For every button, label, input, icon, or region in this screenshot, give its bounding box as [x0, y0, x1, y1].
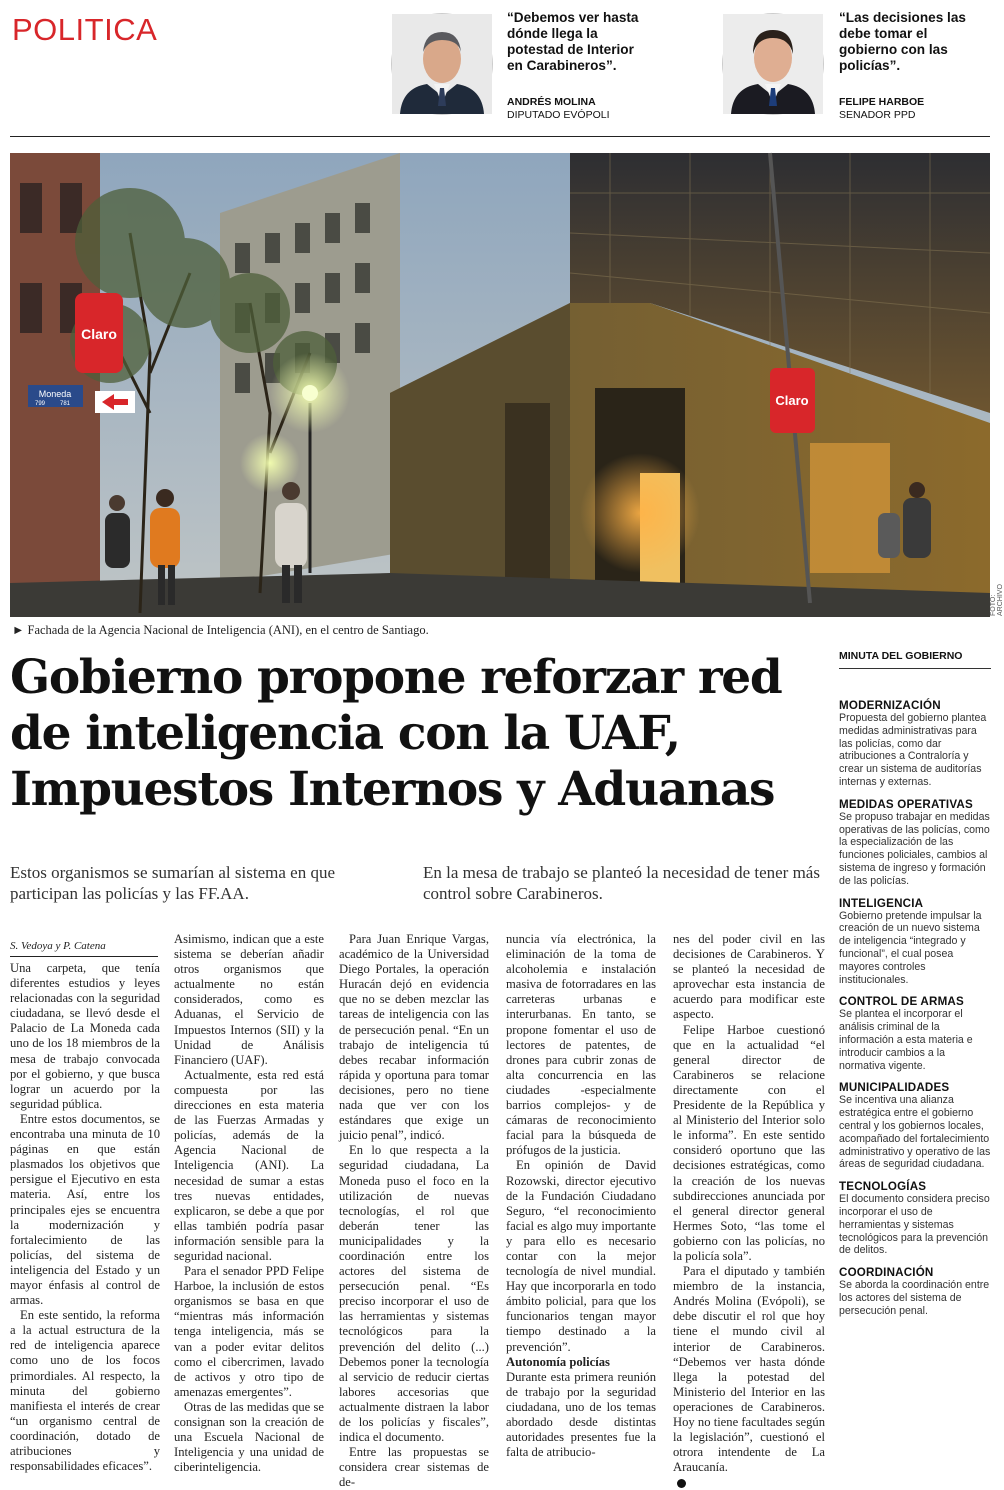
- paragraph: Entre estos documentos, se encontraba una minuta de 10 páginas en que están plasmados los objetivos que persigue el Ejecutivo en esta materia. Así, entre los principales ejes se encuentra la modernización y fortalecimiento de las policías, del sistema de inteligencia del Estado y un mayor énfasis al control de armas.: [10, 1111, 160, 1308]
- avatar-felipe-harboe: [722, 13, 824, 115]
- claro-sign: [75, 293, 123, 373]
- byline-rule: [10, 956, 158, 957]
- quote-name: FELIPE HARBOE: [839, 96, 925, 108]
- sidebar-text: Se plantea el incorporar el análisis criminal de la información a esta materia e introducir cambios a la normativa vigente.: [839, 1008, 973, 1072]
- sign-text: Claro: [81, 326, 117, 342]
- street-scene-image: [10, 153, 990, 617]
- sidebar-text: Propuesta del gobierno plantea medidas administrativas para las policías, como dar atribuciones a Contraloría y crear un sistema de auditorías internas y externas.: [839, 712, 987, 788]
- sidebar-section: [839, 699, 991, 789]
- paragraph: Entre las propuestas se considera crear sistemas de de-: [339, 1445, 489, 1490]
- sidebar-government-memo: [839, 650, 991, 1317]
- sidebar-text: Se incentiva una alianza estratégica entre el gobierno central y los gobiernos locales, acompañado del fortalecimiento administrativo y operativo de las áreas de seguridad ciudadana.: [839, 1094, 991, 1171]
- body-column-4: [506, 932, 656, 1460]
- sidebar-heading: TECNOLOGÍAS: [839, 1180, 927, 1194]
- sidebar-heading: COORDINACIÓN: [839, 1266, 934, 1280]
- sign-text: Claro: [775, 393, 809, 408]
- quote-role: DIPUTADO EVÓPOLI: [507, 109, 610, 121]
- quote-name: ANDRÉS MOLINA: [507, 96, 596, 108]
- paragraph: Para el senador PPD Felipe Harboe, la inclusión de estos organismos se basa en que “mientras más información tenga inteligencia, más se van a poder evitar delitos como el cibercrimen, lavado de activos y otro tipo de amenazas emergentes”.: [174, 1264, 324, 1399]
- sidebar-heading: CONTROL DE ARMAS: [839, 995, 964, 1009]
- sidebar-heading: MEDIDAS OPERATIVAS: [839, 797, 973, 811]
- street-name: Moneda: [38, 389, 72, 399]
- body-column-2: [174, 932, 324, 1475]
- byline: S. Vedoya y P. Catena: [10, 940, 106, 952]
- paragraph: nes del poder civil en las decisiones de Carabineros. Y se planteó la necesidad de aprovechar esta instancia de acuerdo para modificar este aspecto.: [673, 932, 825, 1022]
- paragraph: Actualmente, esta red está compuesta por las direcciones en esta materia de las Fuerzas Armadas y policías, además de la Agencia Nacional de Inteligencia (ANI). La necesidad de sumar a estas tres nuevas entidades, explicaron, se debe a que por ellas también podría pasar información sensible para la seguridad nacional.: [174, 1067, 324, 1263]
- body-column-1: [10, 961, 160, 1474]
- paragraph: Asimismo, indican que a este sistema se deberían añadir otros organismos que actualmente no están considerados, como es Aduanas, el Servicio de Impuestos Internos (SII) y la Unidad de Análisis Financiero (UAF).: [174, 932, 324, 1067]
- sidebar-section: [839, 1081, 991, 1171]
- quote-text: “Las decisiones las debe tomar el gobierno con las policías”.: [839, 10, 966, 73]
- paragraph: Felipe Harboe cuestionó que en la actualidad “el general director de Carabineros se relacione directamente con el Presidente de la República y al Ministerio del Interior solo le informa”. En este sentido consideró oportuno que las decisiones estratégicas, como la creación de los nuevas subdirecciones anunciada por el general director general Hermes Soto, “las tome el gobierno con las policías, no la policía sola”.: [673, 1022, 825, 1263]
- sidebar-heading: MODERNIZACIÓN: [839, 699, 941, 712]
- portrait-image: [392, 14, 492, 114]
- headline: Gobierno propone reforzar red de inteligencia con la UAF, Impuestos Internos y Aduanas: [10, 650, 782, 817]
- section-label: POLITICA: [12, 12, 158, 47]
- sidebar-title: MINUTA DEL GOBIERNO: [839, 650, 991, 669]
- paragraph: Para el diputado y también miembro de la instancia, Andrés Molina (Evópoli), se debe discutir el rol que hoy tiene el mundo civil al interior de Carabineros. “Debemos ver hasta dónde llega la potestad del Ministerio del Interior en las operaciones de Carabineros. Hoy no tiene facultades según la legislación”, cuestionó el otrora intendente de La Araucanía.: [673, 1264, 825, 1475]
- sidebar-text: El documento considera preciso incorporar el uso de herramientas y sistemas tecnológicos para la prevención de delitos.: [839, 1193, 990, 1257]
- end-of-article-icon: [677, 1479, 686, 1488]
- sidebar-heading: MUNICIPALIDADES: [839, 1081, 950, 1095]
- paragraph: Una carpeta, que tenía diferentes estudios y leyes relacionadas con la seguridad ciudadana, se llevó desde el Palacio de La Moneda cada uno de los 18 miembros de la mesa de trabajo convocada por el gobierno, y que busca lograr un acuerdo por la seguridad pública.: [10, 961, 160, 1111]
- building-photo: [10, 153, 990, 617]
- sidebar-section: [839, 1180, 991, 1257]
- paragraph: nuncia vía electrónica, la eliminación de la toma de alcoholemia e instalación masiva de fotorradares en las carreteras urbanas e interurbanas. En tanto, se propone fomentar el uso de lectores de patentes, de drones para cubrir zonas de alta concurrencia en las ciudades -especialmente barrios complejos- y de cámaras de reconocimiento facial para la búsqueda de prófugos de la justicia.: [506, 932, 656, 1158]
- deck-left: Estos organismos se sumarían al sistema en que participan las policías y las FF.AA.: [10, 863, 335, 903]
- sidebar-section: [839, 798, 991, 888]
- sidebar-section: [839, 1266, 991, 1317]
- photo-caption: ► Fachada de la Agencia Nacional de Inteligencia (ANI), en el centro de Santiago.: [12, 623, 429, 637]
- sidebar-section: [839, 995, 991, 1072]
- body-column-3: [339, 932, 489, 1490]
- claro-sign: [770, 368, 815, 433]
- sidebar-text: Se aborda la coordinación entre los actores del sistema de persecución penal.: [839, 1279, 990, 1317]
- portrait-image: [723, 14, 823, 114]
- quote-text: “Debemos ver hasta dónde llega la potestad de Interior en Carabineros”.: [507, 10, 639, 73]
- sidebar-heading: INTELIGENCIA: [839, 896, 924, 910]
- avatar-andres-molina: [391, 13, 493, 115]
- street-number: 781: [60, 401, 71, 407]
- paragraph: En opinión de David Rozowski, director ejecutivo de la Fundación Ciudadano Seguro, “el reconocimiento facial es algo muy importante y para ello es necesario contar con la mejor tecnología de nivel mundial. Hay que incorporarla en todo ámbito policial, para que los funcionarios tengan mayor tiempo destinado a la prevención”.: [506, 1158, 656, 1354]
- header-rule: [10, 136, 990, 137]
- paragraph: En este sentido, la reforma a la actual estructura de la red de inteligencia aparece como uno de los focos primordiales. Al respecto, la minuta del gobierno manifiesta el interés de crear “un organismo central de coordinación, dotado de atribuciones y responsabilidades eficaces”.: [10, 1308, 160, 1474]
- body-column-5: [673, 932, 825, 1490]
- photo-credit: FOTO: ARCHIVO: [990, 584, 1004, 616]
- quote-role: SENADOR PPD: [839, 109, 916, 121]
- sidebar-text: Se propuso trabajar en medidas operativas de las policías, como la especialización de las funciones policiales, cambios al sistema de ingreso y formación de las policías.: [839, 810, 990, 887]
- paragraph: Otras de las medidas que se consignan son la creación de una Escuela Nacional de Inteligencia y una unidad de ciberinteligencia.: [174, 1399, 324, 1475]
- paragraph: Durante esta primera reunión de trabajo por la seguridad ciudadana, uno de los temas abordado desde distintas autoridades presentes fue la falta de atribucio-: [506, 1369, 656, 1460]
- sidebar-section: [839, 897, 991, 987]
- paragraph: En lo que respecta a la seguridad ciudadana, La Moneda puso el foco en la utilización de nuevas tecnologías, el rol que deberán tener las municipalidades y la coordinación entre los actores del sistema de persecución penal. “Es preciso incorporar el uso de las herramientas y sistemas tecnológicos para la prevención del delito (...) Debemos poner la tecnología al servicio de reducir ciertas labores accesorias que actualmente distraen la labor de los policías y fiscales”, indica el documento.: [339, 1143, 489, 1445]
- street-number: 799: [35, 401, 46, 407]
- deck-right: En la mesa de trabajo se planteó la necesidad de tener más control sobre Carabineros.: [423, 863, 820, 903]
- paragraph: Para Juan Enrique Vargas, académico de la Universidad Diego Portales, la operación Huracán dejó en evidencia que no se deben mezclar las tareas de inteligencia con las de persecución penal. “En un trabajo de inteligencia tú debes recabar información rápida y oportuna para tomar decisiones, pero no tiene nada que ver con los estándares que exige un juicio penal”, indicó.: [339, 932, 489, 1143]
- subhead: Autonomía policías: [506, 1354, 610, 1369]
- sidebar-text: Gobierno pretende impulsar la creación de un nuevo sistema de inteligencia “integrado y funcional”, el cual posea mayores controles institucionales.: [839, 909, 982, 986]
